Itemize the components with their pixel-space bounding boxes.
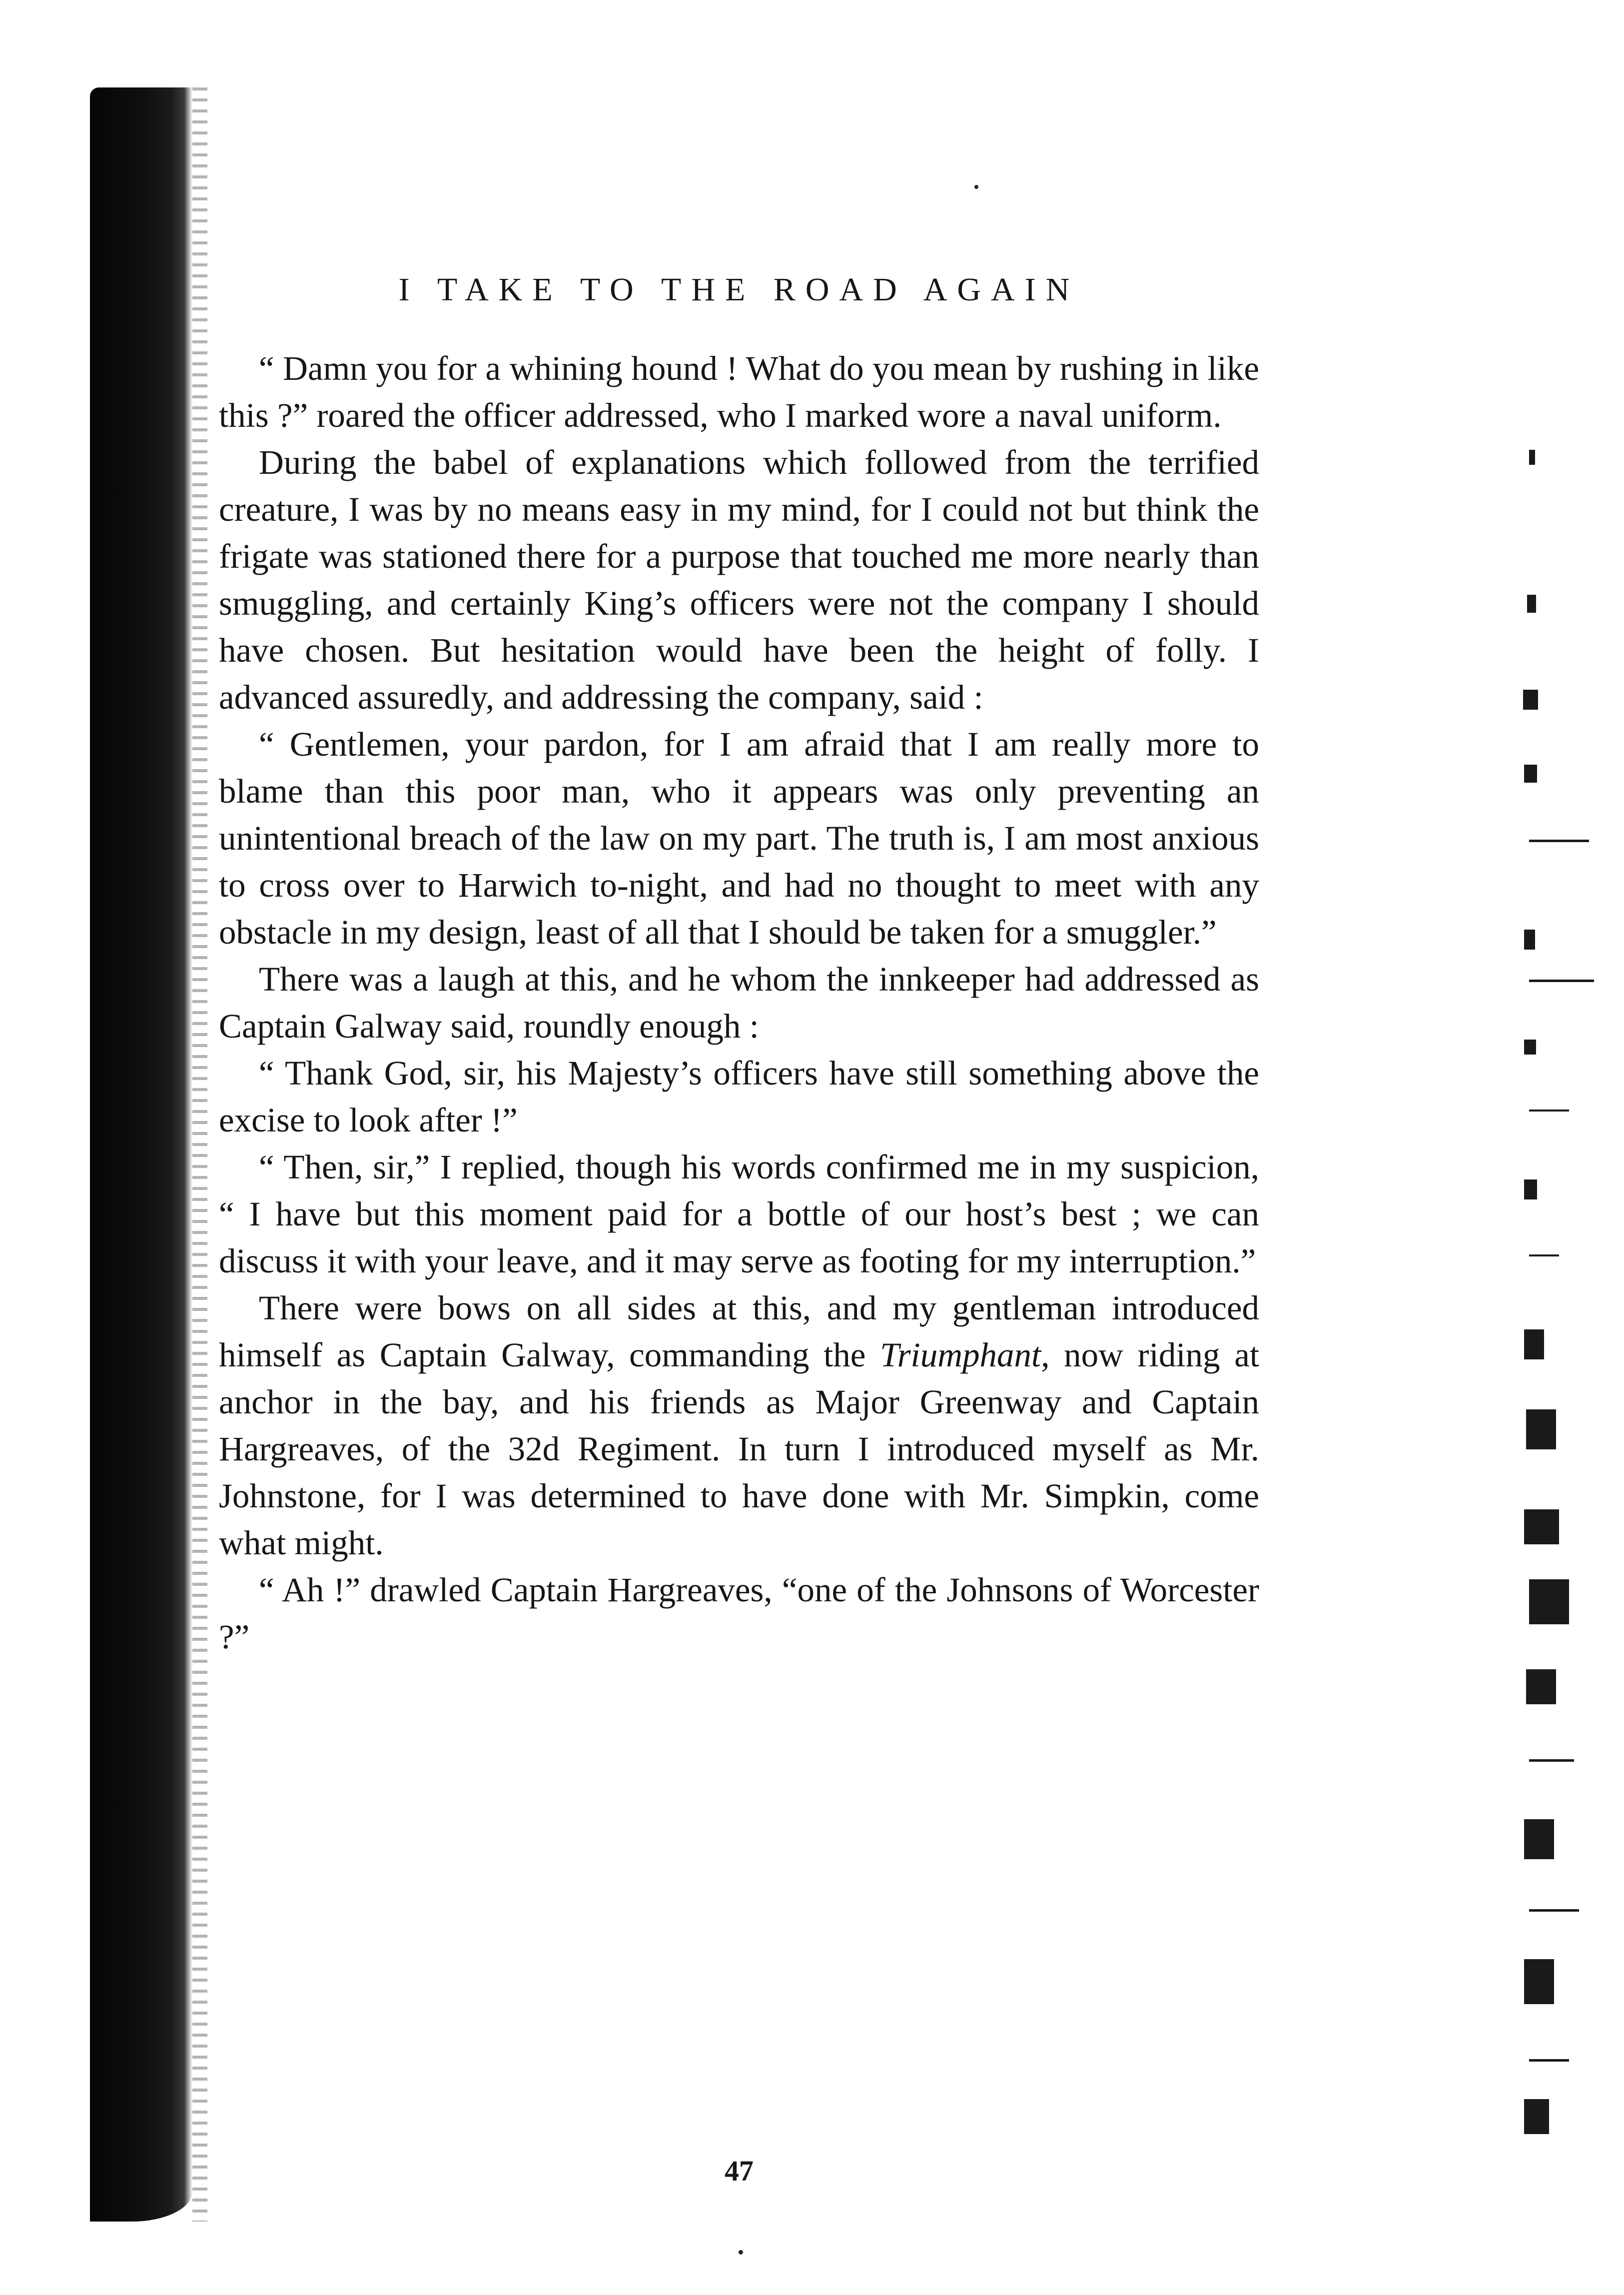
running-head: I TAKE TO THE ROAD AGAIN bbox=[398, 271, 1080, 308]
page-number: 47 bbox=[725, 2155, 754, 2187]
paragraph: “ Gentlemen, your pardon, for I am afraid that I am really more to blame than this poor man, who it appears was only preventing an unintentional breach of the law on my part. The truth is, I am most anxious to cross over to Harwich to-night, and had no thought to meet with any obstacle in my design, least of all that I should be taken for a smuggler.” bbox=[219, 725, 1259, 951]
scan-speck bbox=[974, 185, 978, 189]
paragraph: There was a laugh at this, and he whom the innkeeper had addressed as Captain Galway said, roundly enough : bbox=[219, 960, 1259, 1045]
scan-edge-noise bbox=[1509, 130, 1604, 2204]
paragraph: “ Ah !” drawled Captain Hargreaves, “one of the Johnsons of Worcester ?” bbox=[219, 1571, 1259, 1656]
paragraph: During the babel of explanations which followed from the terrified creature, I was by no means easy in my mind, for I could not but think the frigate was stationed there for a purpose that touched me more nearly than smuggling, and certainly King’s officers were not the company I should have chosen. But hesitation would have been the height of folly. I advanced assuredly, and addressing the company, said : bbox=[219, 443, 1259, 716]
ship-text-before: There were bows on all sides at this, and my gentleman introduced himself as Captain Galway, commanding the bbox=[219, 1289, 1259, 1374]
paragraph: “ Damn you for a whining hound ! What do you mean by rushing in like this ?” roared the officer addressed, who I marked wore a naval uniform. bbox=[219, 349, 1259, 434]
ship-text-after: , now riding at anchor in the bay, and his friends as Major Greenway and Captain Hargreaves, of the 32d Regiment. In turn I introduced myself as Mr. Johnstone, for I was determined to have done with Mr. Simpkin, come what might. bbox=[219, 1336, 1259, 1562]
paragraph: “ Thank God, sir, his Majesty’s officers have still something above the excise to look after !” bbox=[219, 1054, 1259, 1139]
binding-shadow bbox=[90, 87, 192, 2222]
page-body bbox=[219, 270, 1259, 2187]
ship-name: Triumphant bbox=[880, 1336, 1041, 1374]
paragraph: “ Then, sir,” I replied, though his words confirmed me in my suspicion, “ I have but this moment paid for a bottle of our host’s best ; we can discuss it with your leave, and it may serve as footing for my interruption.” bbox=[219, 1148, 1259, 1280]
paragraph-ship bbox=[219, 1284, 1259, 1566]
scan-speck bbox=[739, 2250, 743, 2255]
